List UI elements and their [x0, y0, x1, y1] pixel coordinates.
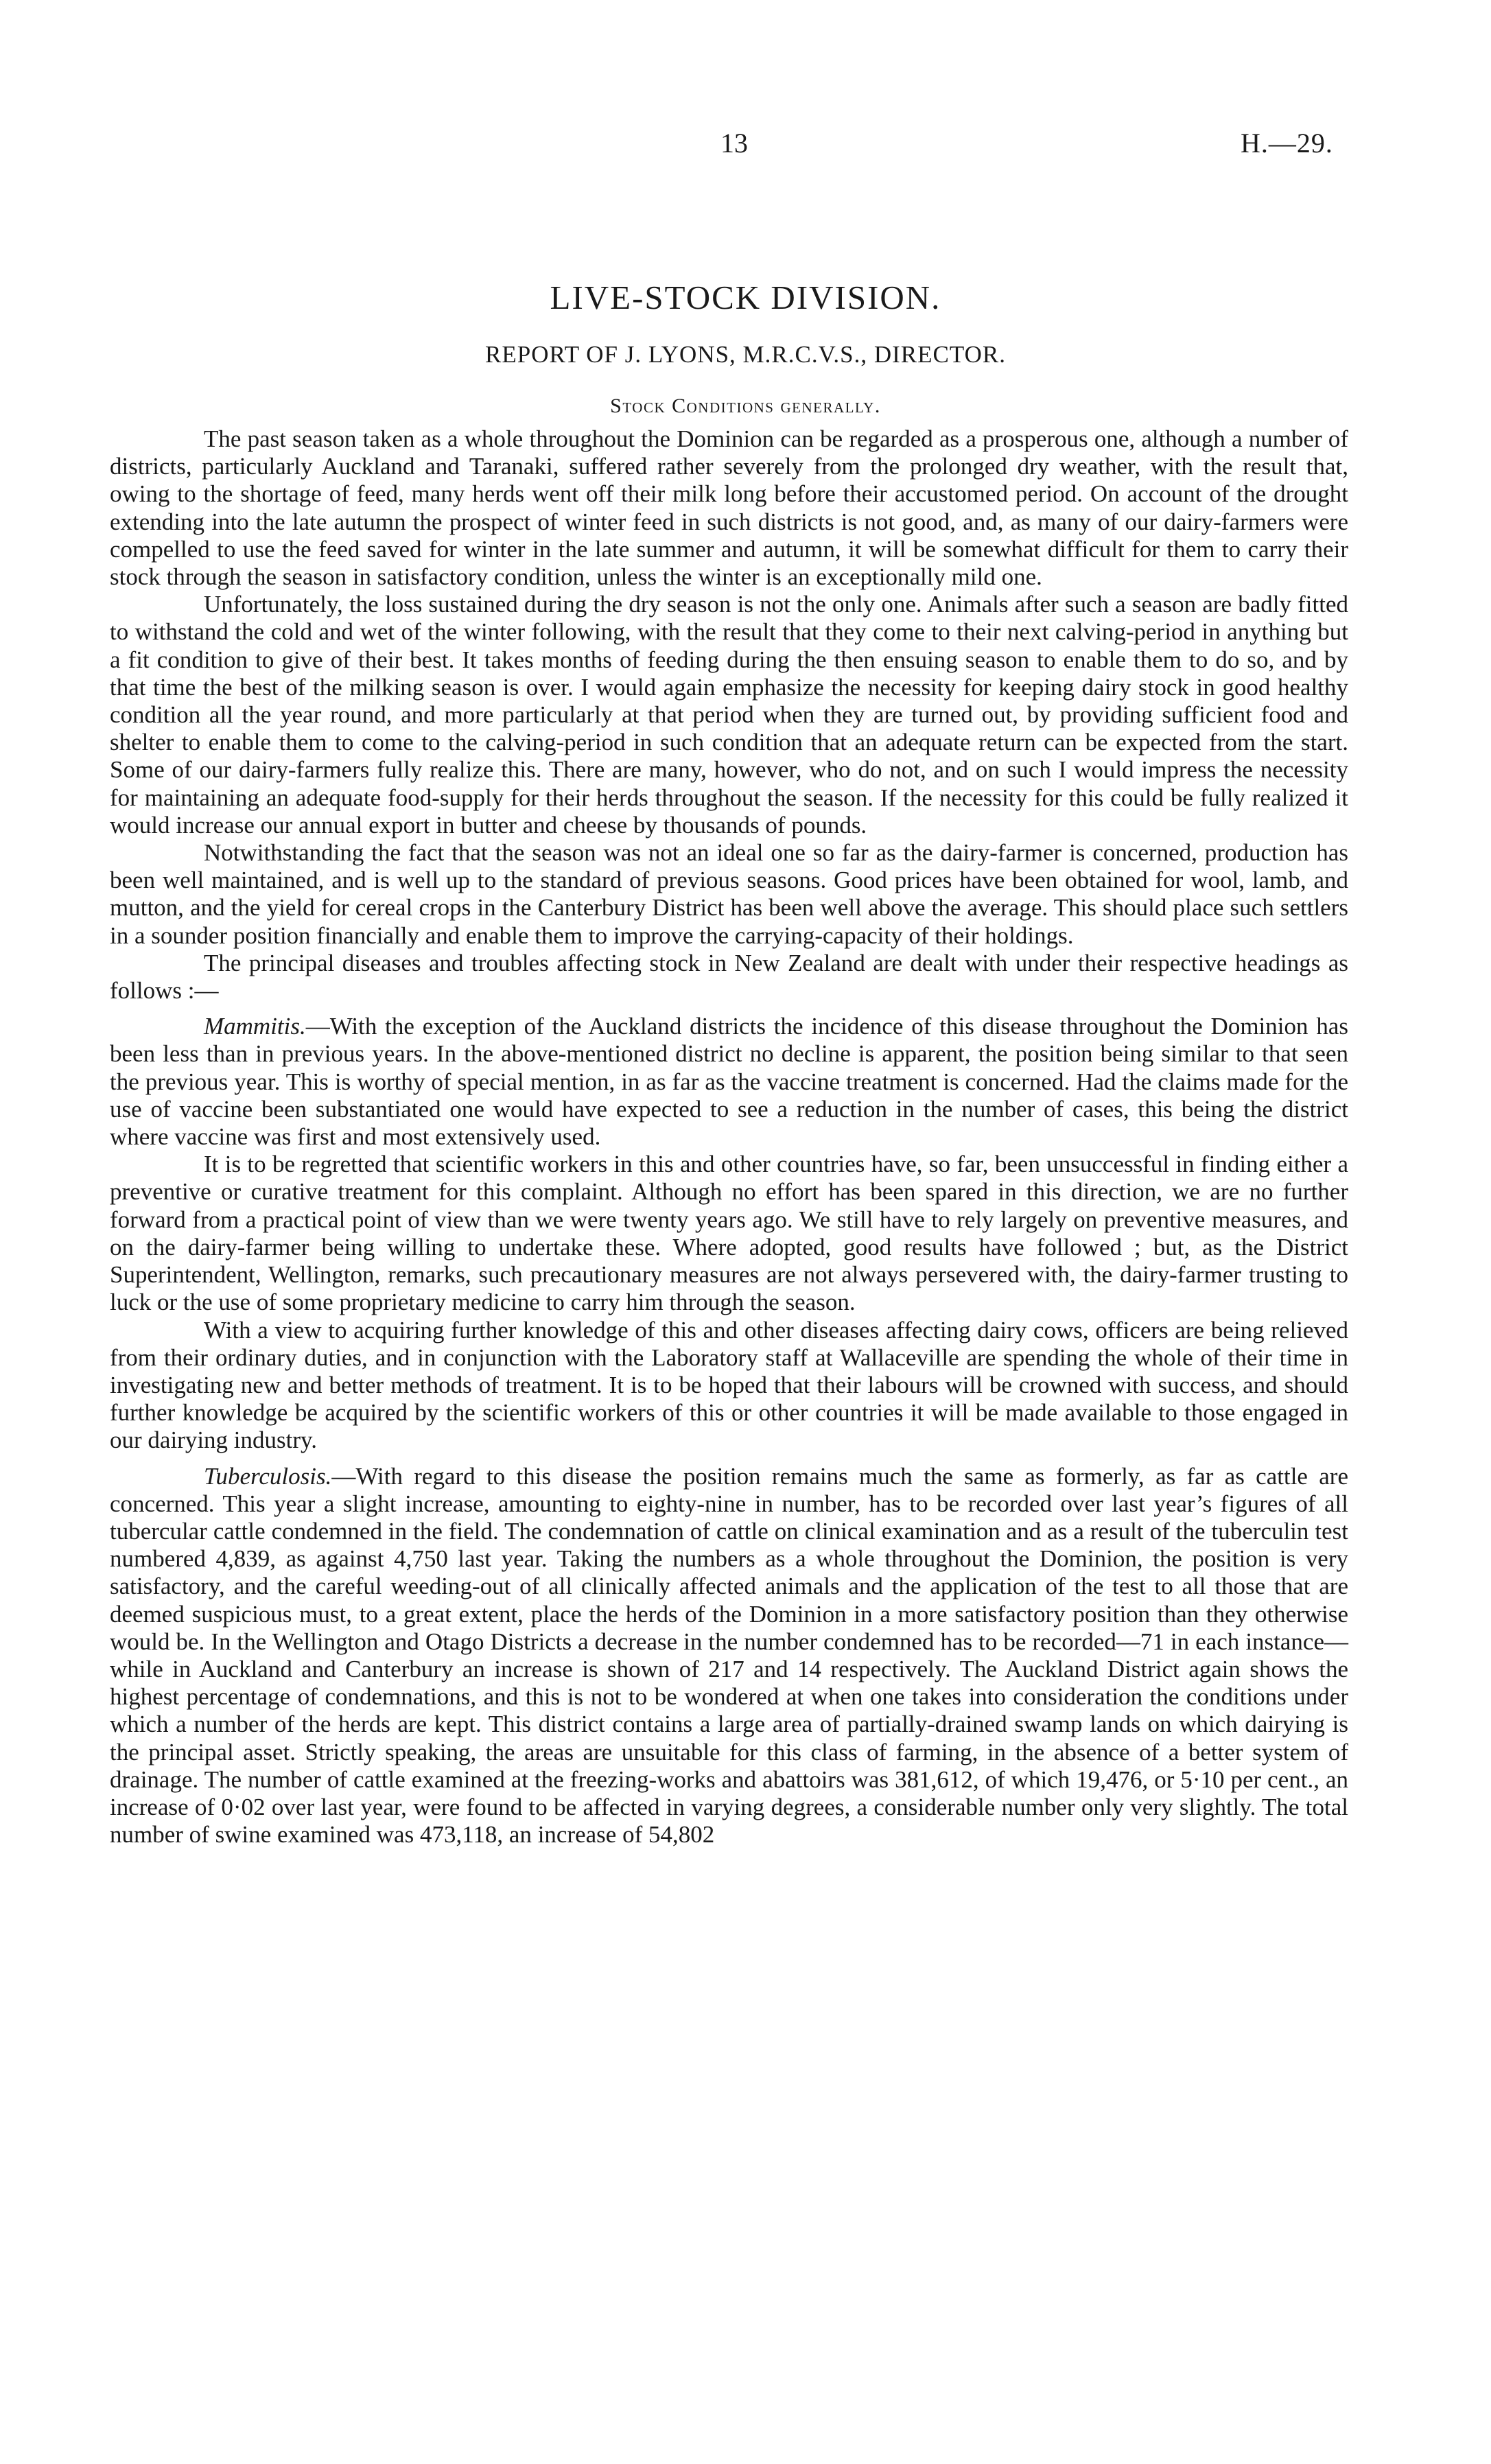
paragraph: [110, 591, 1348, 839]
paragraph-text: —With regard to this disease the position remains much the same as formerly, as far as cattle are concerned. This year a slight increase, amounting to eighty-nine in number, has to be recorded over last year’s figures of all tubercular cattle condemned in the field. The condemnation of cattle on clinical examination and as a result of the tuberculin test numbered 4,839, as against 4,750 last year. Taking the numbers as a whole throughout the Dominion, the position is very satisfactory, and the careful weeding-out of all clinically affected animals and the application of the test to all those that are deemed suspicious must, to a great extent, place the herds of the Dominion in a more satisfactory position than they otherwise would be. In the Wellington and Otago Districts a decrease in the number condemned has to be recorded—71 in each instance—while in Auckland and Canterbury an increase is shown of 217 and 14 respectively. The Auckland District again shows the highest percentage of condemnations, and this is not to be wondered at when one takes into consideration the conditions under which a number of the herds are kept. This district contains a large area of partially-drained swamp lands on which dairying is the principal asset. Strictly speaking, the areas are unsuitable for this class of farming, in the absence of a better system of drainage. The number of cattle examined at the freezing-works and abattoirs was 381,612, of which 19,476, or 5·10 per cent., an increase of 0·02 over last year, were found to be affected in varying degrees, a considerable number only very slightly. The total number of swine examined was 473,118, an increase of 54,802: [110, 1462, 1348, 1849]
paragraph-tuberculosis: [110, 1463, 1348, 1849]
paragraph: [110, 1151, 1348, 1316]
paragraph-text: It is to be regretted that scientific workers in this and other countries have, so far, been unsuccessful in finding either a preventive or curative treatment for this complaint. Although no effort has been spared in this direction, we are no further forward from a practical point of view than we were twenty years ago. We still have to rely largely on preventive measures, and on the dairy-farmer being willing to undertake these. Where adopted, good results have followed ; but, as the District Superintendent, Wellington, remarks, such precautionary measures are not always persevered with, the dairy-farmer trusting to luck or the use of some proprietary medicine to carry him through the season.: [110, 1151, 1348, 1316]
paragraph-mammitis: [110, 1013, 1348, 1151]
paragraph-text: —With the exception of the Auckland districts the incidence of this disease throughout the Dominion has been less than in previous years. In the above-mentioned district no decline is apparent, the position being similar to that seen the previous year. This is worthy of special mention, in as far as the vaccine treatment is concerned. Had the claims made for the use of vaccine been substantiated one would have expected to see a reduction in the number of cases, this being the district where vaccine was first and most extensively used.: [110, 1013, 1348, 1151]
report-title: REPORT OF J. LYONS, M.R.C.V.S., DIRECTOR.: [485, 341, 1006, 368]
page-header: [0, 127, 1491, 168]
paragraph-lead: Tuberculosis.: [204, 1462, 332, 1490]
paragraph: [110, 950, 1348, 1005]
page-title: LIVE-STOCK DIVISION.: [550, 279, 941, 316]
paragraph: [110, 425, 1348, 591]
section-heading: Stock Conditions generally.: [610, 395, 881, 417]
paragraph-lead: Mammitis.: [204, 1013, 306, 1040]
paragraph-text: Unfortunately, the loss sustained during the dry season is not the only one. Animals after such a season are badly fitted to withstand the cold and wet of the winter following, with the result that they come to their next calving-period in anything but a fit condition to give of their best. It takes months of feeding during the then ensuing season to enable them to do so, and by that time the best of the milking season is over. I would again emphasize the necessity for keeping dairy stock in good healthy condition all the year round, and more particularly at that period when they are turned out, by providing sufficient food and shelter to enable them to come to the calving-period in such condition that an adequate return can be expected from the start. Some of our dairy-farmers fully realize this. There are many, however, who do not, and on such I would impress the necessity for maintaining an adequate food-supply for their herds throughout the season. If the necessity for this could be fully realized it would increase our annual export in butter and cheese by thousands of pounds.: [110, 591, 1348, 838]
paragraph-text: The past season taken as a whole throughout the Dominion can be regarded as a prosperous one, although a number of districts, particularly Auckland and Taranaki, suffered rather severely from the prolonged dry weather, with the result that, owing to the shortage of feed, many herds went off their milk long before their accustomed period. On account of the drought extending into the late autumn the prospect of winter feed in such districts is not good, and, as many of our dairy-farmers were compelled to use the feed saved for winter in the late summer and autumn, it will be somewhat difficult for them to carry their stock through the season in satisfactory condition, unless the winter is an exceptionally mild one.: [110, 425, 1348, 591]
page-number: 13: [720, 128, 748, 159]
body-text: [110, 425, 1348, 1849]
paragraph: [110, 839, 1348, 950]
paragraph-text: With a view to acquiring further knowledge of this and other diseases affecting dairy cows, officers are being relieved from their ordinary duties, and in conjunction with the Laboratory staff at Wallaceville are spending the whole of their time in investigating new and better methods of treatment. It is to be hoped that their labours will be crowned with success, and should further knowledge be acquired by the scientific workers of this or other countries it will be made available to those engaged in our dairying industry.: [110, 1316, 1348, 1454]
document-reference: H.—29.: [1241, 128, 1333, 159]
paragraph-text: The principal diseases and troubles affecting stock in New Zealand are dealt with under their respective headings as follows :—: [110, 949, 1348, 1005]
paragraph-text: Notwithstanding the fact that the season was not an ideal one so far as the dairy-farmer is concerned, production has been well maintained, and is well up to the standard of previous seasons. Good prices have been obtained for wool, lamb, and mutton, and the yield for cereal crops in the Canterbury District has been well above the average. This should place such settlers in a sounder position financially and enable them to improve the carrying-capacity of their holdings.: [110, 839, 1348, 949]
paragraph: [110, 1317, 1348, 1455]
